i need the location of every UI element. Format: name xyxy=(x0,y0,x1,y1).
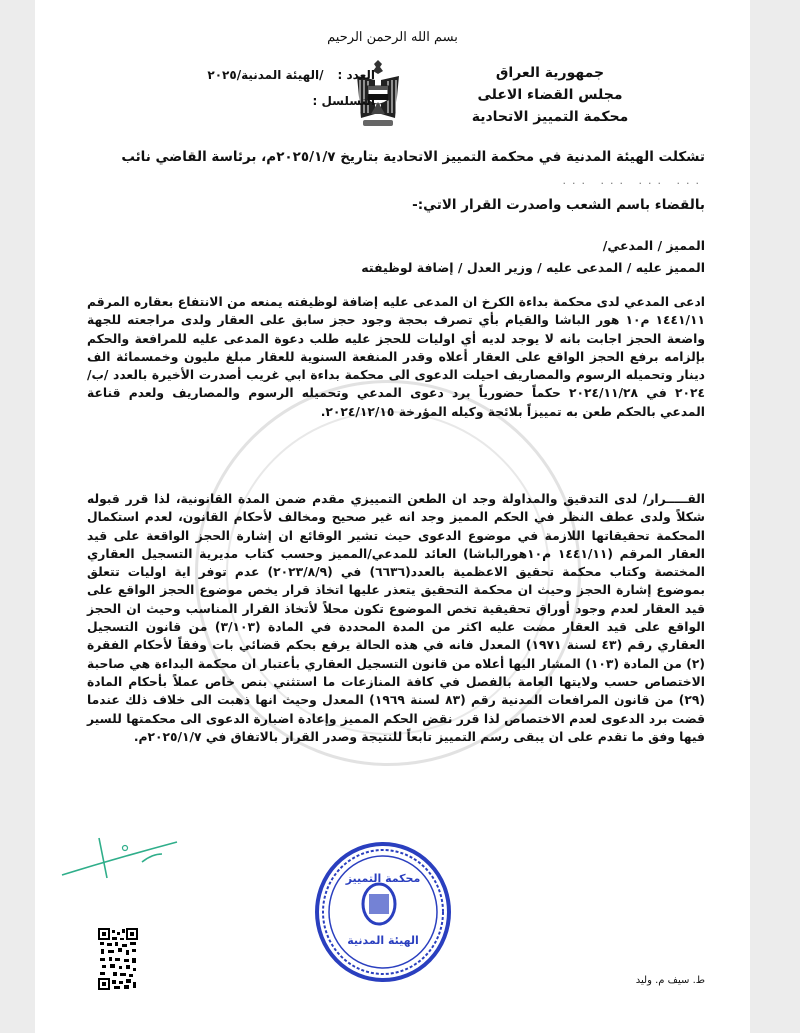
parties xyxy=(85,235,705,279)
respondent: المميز عليه / المدعى عليه / وزير العدل / إضافة لوظيفته xyxy=(361,260,705,275)
svg-text:محكمة التمييز: محكمة التمييز xyxy=(345,872,421,885)
appellant: المميز / المدعي/ xyxy=(602,238,705,253)
typist-initials: ط. سيف م. وليد xyxy=(635,975,705,986)
header-court: محكمة التمييز الاتحادية xyxy=(471,109,629,125)
decision-paragraph: القـــــرار/ لدى التدقيق والمداولة وجد ان الطعن التمييزي مقدم ضمن المدة القانونية، لذا قرر قبوله شكلاً ولدى عطف النظر في الحكم المميز وجد انه غير صحيح ومخالف لأحكام القانون، لعدم استكمال المحكمة تحقيقاتها اللازمة في موضوع الدعوى حيث تشير الوقائع ان إشارة الحجز الواقعة على قيد العقار المرقم (١٤٤١/١١ م١٠هورالباشا) العائد للمدعي/المميز وحسب كتاب مديرية التسجيل العقاري المختصة وكتاب محكمة تحقيق الاعظمية بالعدد(٦٦٣٦) في (٢٠٢٣/٨/٩) عدم توفر اية اوليات تتعلق بموضوع إشارة الحجز وحيث ان محكمة التحقيق يتعذر عليها اتخاذ قرار يخص موضوع الحجز الواقع على قيد العقار لعدم وجود أوراق تحقيقية تخص الموضوع تكون محلاً لأتخاذ القرار المناسب وحيث ان الحجز الواقع على قيد العقار مضت عليه اكثر من المدة المحددة في المادة (٣/١٠٣) من قانون التسجيل العقاري رقم (٤٣ لسنة ١٩٧١) المعدل فانه في هذه الحالة يرفع بحكم قضائي بات وفقاً لأحكام الفقرة (٢) من المادة (١٠٣) المشار اليها أعلاه من قانون التسجيل العقاري بأعتبار ان محكمة البداءة هي صاحبة الاختصاص حسب ولايتها العامة بالفصل في كافة المنازعات ما استثني بنص خاص عملاً بأحكام المادة (٢٩) من قانون المرافعات المدنية رقم (٨٣ لسنة ١٩٦٩) المعدل وحيث انها ذهبت الى خلاف ذلك عندما قضت برد الدعوى لعدم الاختصاص لذا قرر نقض الحكم المميز وإعادة اضبارة الدعوى الى محكمتها للسير فيها وفق ما تقدم على ان يبقى رسم التمييز تابعاً للنتيجة وصدر القرار بالاتفاق في ٢٠٢٥/١/٧م. xyxy=(87,492,706,744)
header-institution xyxy=(450,62,650,128)
svg-text:الهيئة المدنية: الهيئة المدنية xyxy=(347,934,419,947)
basmala: بسم الله الرحمن الرحيم xyxy=(327,30,458,45)
case-facts-paragraph: ادعى المدعي لدى محكمة بداءة الكرخ ان المدعى عليه إضافة لوظيفته يمنعه من الانتفاع بعقاره المرقم ١٤٤١/١١ م١٠ هور الباشا والقيام بأي تصرف بحجة وجود حجز سابق على العقار ولدى مراجعته للجهة واضعة الحجز اجابت بانه لا يوجد لديه أي اوليات للحجز عليه طلب دعوة المدعى عليه للمرافعة والحكم بإلزامه برفع الحجز الواقع على العقار أعلاه وقدر المنفعة السنوية للعقار مبلغ مليون وخمسمائة الف دينار وتحميله الرسوم والمصاريف احيلت الدعوى الى محكمة بداءة ابي غريب أصدرت الأخيرة بالعدد /ب/٢٠٢٤ في ٢٠٢٤/١١/٢٨ حكماً حضورياً برد دعوى المدعي وتحميله الرسوم والمصاريف ولعدم قناعة المدعي بالحكم طعن به تمييزاً بلائحة وكيله المؤرخة ٢٠٢٤/١٢/١٥. xyxy=(87,295,705,419)
composition-line: تشكلت الهيئة المدنية في محكمة التمييز الاتحادية بتاريخ ٢٠٢٥/١/٧م، برئاسة القاضي نائب xyxy=(121,149,705,165)
court-stamp-icon xyxy=(313,842,453,982)
header-country: جمهورية العراق xyxy=(495,65,605,81)
document-page xyxy=(35,0,750,1033)
qr-code-icon xyxy=(98,928,138,990)
header-council: مجلس القضاء الاعلى xyxy=(477,87,623,103)
redacted-line: ... ... ... ... xyxy=(562,174,705,187)
number-label: العدد : xyxy=(337,68,375,82)
sequence-label: التسلسل : xyxy=(312,94,375,108)
signature-icon xyxy=(57,830,187,890)
judgment-opening: بالقضاء باسم الشعب واصدرت القرار الاتي:- xyxy=(412,197,705,213)
number-value: /الهيئة المدنية/٢٠٢٥ xyxy=(207,68,324,82)
court-composition xyxy=(85,145,705,217)
header-reference xyxy=(145,62,375,114)
